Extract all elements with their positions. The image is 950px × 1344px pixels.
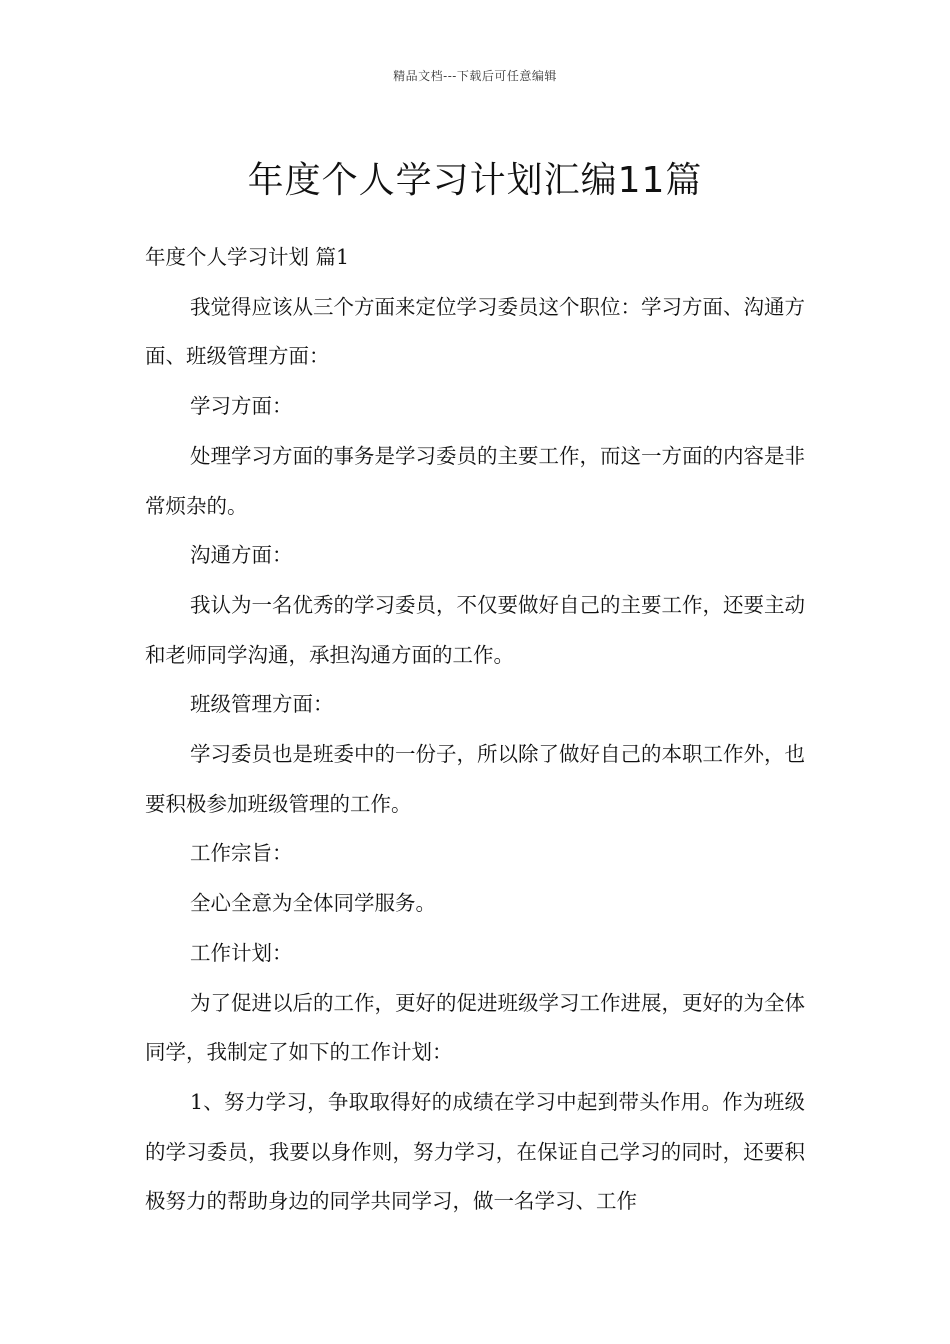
- paragraph: 1、努力学习，争取取得好的成绩在学习中起到带头作用。作为班级的学习委员，我要以身作则，努力学习，在保证自己学习的同时，还要积极努力的帮助身边的同学共同学习，做一名学习、工作: [145, 1089, 805, 1214]
- document-body: [145, 233, 805, 1227]
- section-heading: 年度个人学习计划 篇1: [145, 245, 350, 269]
- paragraph: 班级管理方面：: [190, 692, 334, 717]
- paragraph: 学习委员也是班委中的一份子，所以除了做好自己的本职工作外，也要积极参加班级管理的工作。: [145, 742, 805, 816]
- paragraph: 工作计划：: [190, 940, 293, 965]
- paragraph: 为了促进以后的工作，更好的促进班级学习工作进展，更好的为全体同学，我制定了如下的工作计划：: [145, 990, 805, 1065]
- paragraph: 全心全意为全体同学服务。: [190, 891, 436, 916]
- paragraph: 处理学习方面的事务是学习委员的主要工作，而这一方面的内容是非常烦杂的。: [145, 443, 805, 518]
- document-title: 年度个人学习计划汇编11篇: [247, 160, 703, 202]
- paragraph: 我认为一名优秀的学习委员，不仅要做好自己的主要工作，还要主动和老师同学沟通，承担沟通方面的工作。: [145, 592, 805, 667]
- paragraph: 工作宗旨：: [190, 841, 293, 866]
- paragraph: 我觉得应该从三个方面来定位学习委员这个职位：学习方面、沟通方面、班级管理方面：: [145, 294, 805, 369]
- paragraph: 学习方面：: [190, 394, 293, 419]
- page-header-note: 精品文档---下载后可任意编辑: [393, 69, 557, 83]
- paragraph: 沟通方面：: [190, 543, 293, 568]
